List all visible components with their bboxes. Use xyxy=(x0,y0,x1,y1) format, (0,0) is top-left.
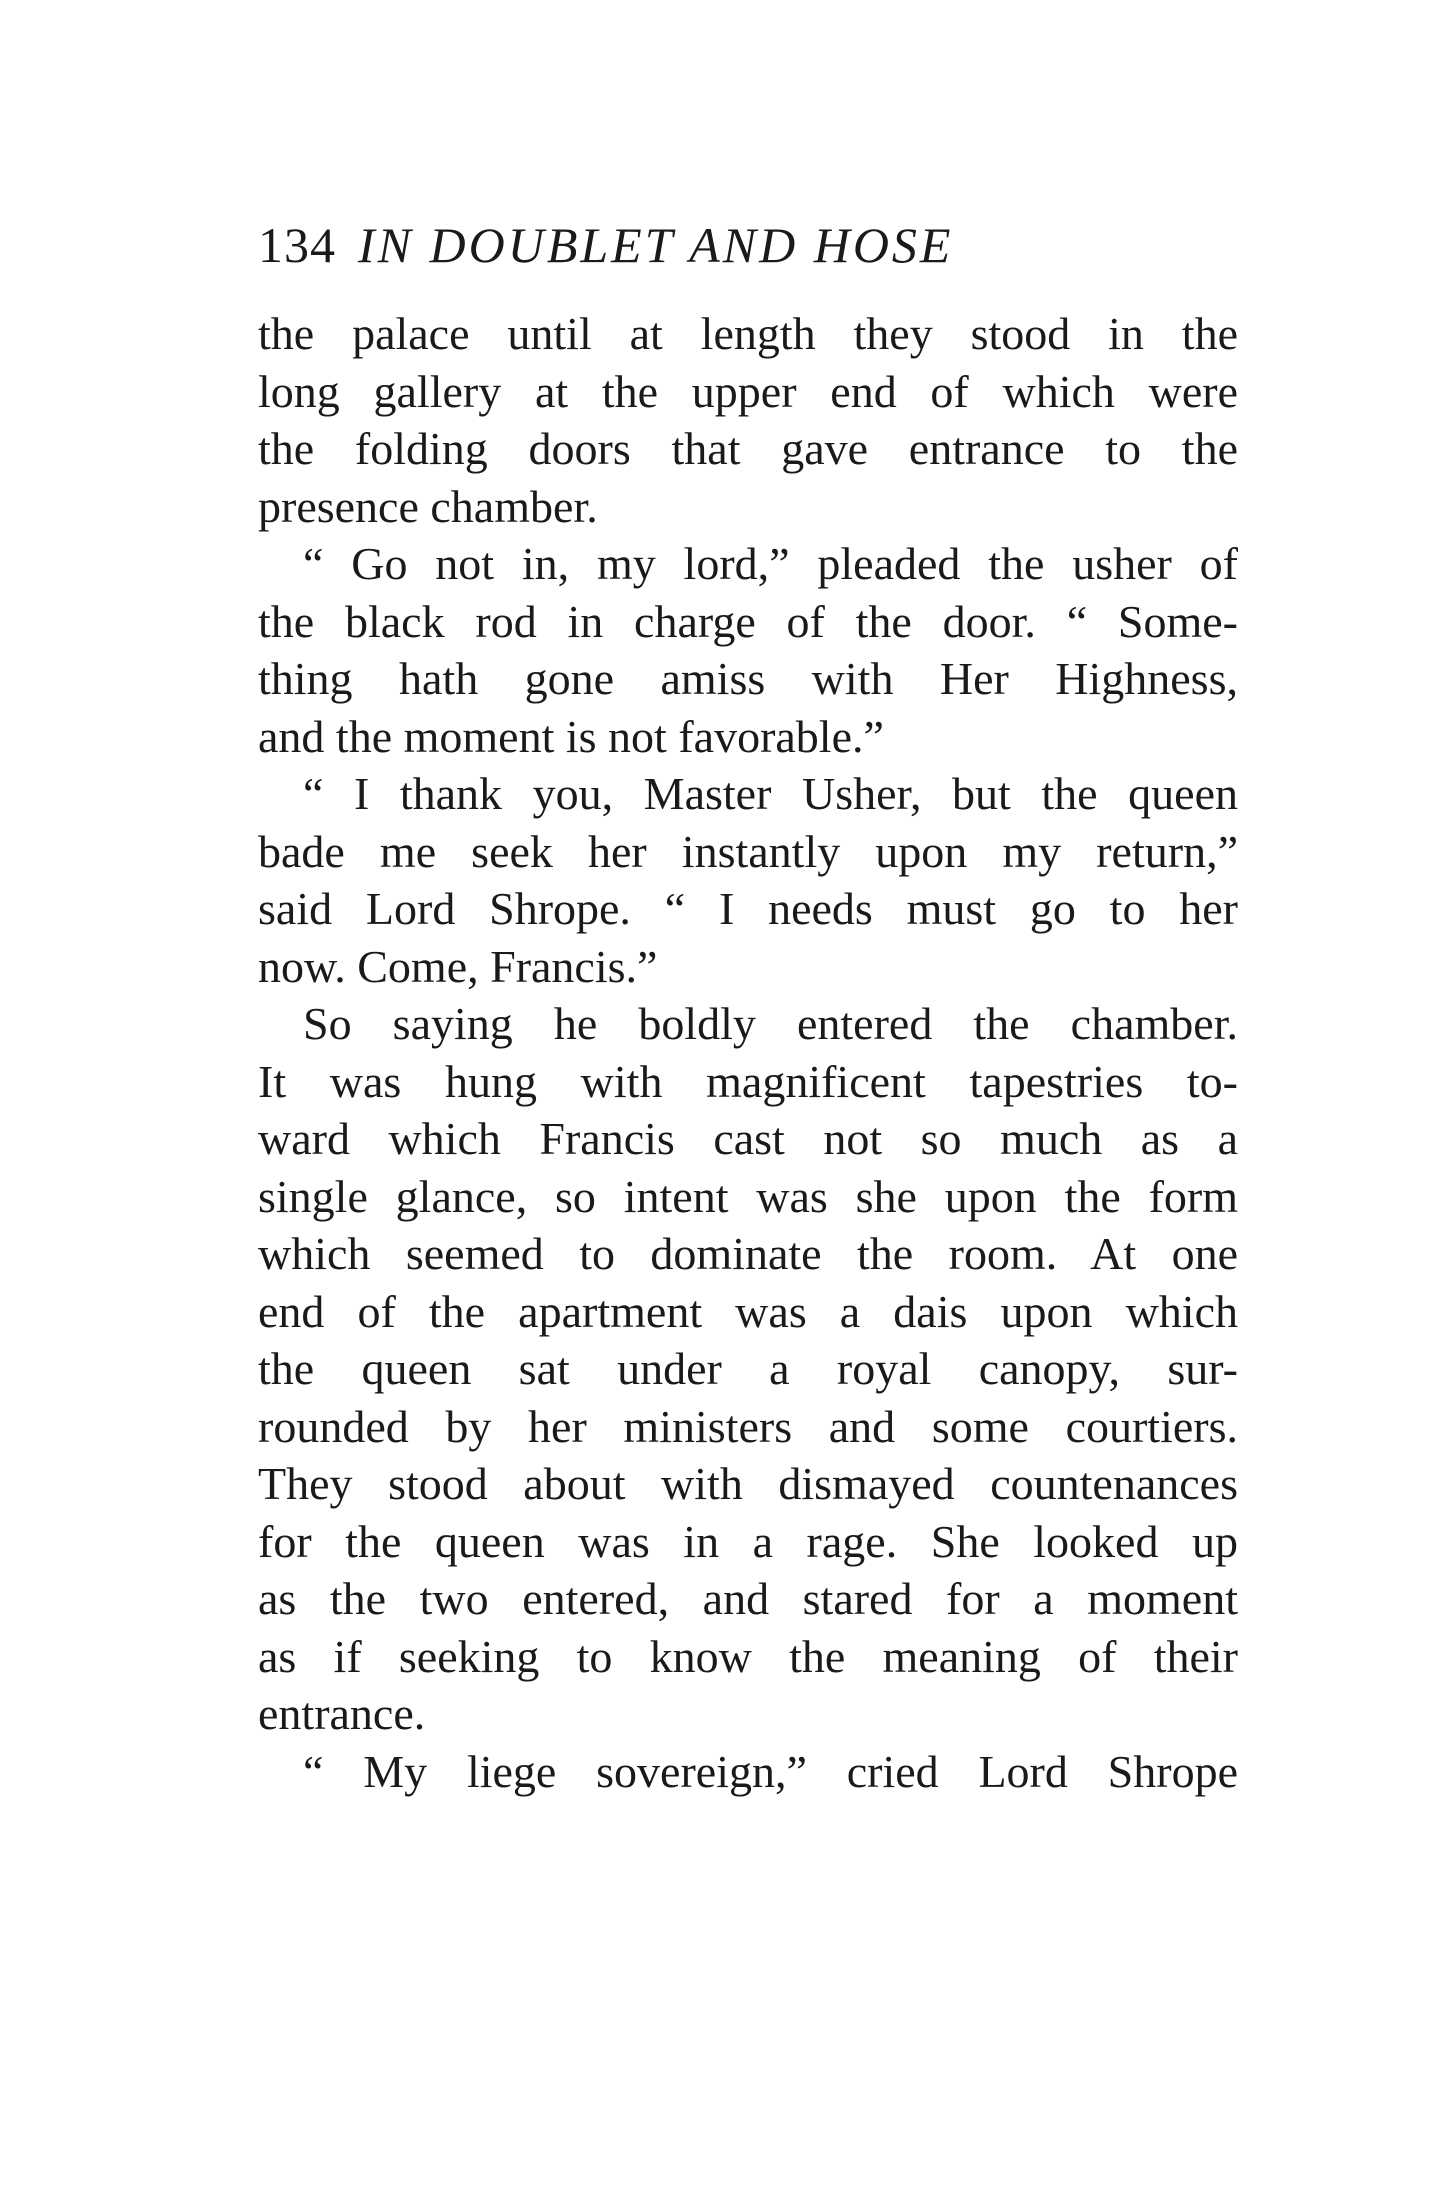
text-line: They stood about with dismayed countenances xyxy=(258,1458,1238,1509)
text-line: presence chamber. xyxy=(258,480,598,532)
text-line: and the moment is not favorable.” xyxy=(258,710,884,762)
text-line: which seemed to dominate the room. At one xyxy=(258,1228,1238,1279)
text-line: single glance, so intent was she upon the form xyxy=(258,1170,1238,1222)
text-line: now. Come, Francis.” xyxy=(258,940,658,992)
body-text xyxy=(258,305,1238,1800)
text-line: bade me seek her instantly upon my return,” xyxy=(258,825,1238,877)
text-line: “ My liege sovereign,” cried Lord Shrope xyxy=(303,1745,1238,1797)
text-line: end of the apartment was a dais upon which xyxy=(258,1285,1238,1337)
text-line: said Lord Shrope. “ I needs must go to her xyxy=(258,883,1238,934)
text-line: the queen sat under a royal canopy, sur- xyxy=(258,1343,1238,1394)
page-number: 134 xyxy=(258,217,336,273)
running-head: IN DOUBLET AND HOSE xyxy=(358,217,954,273)
text-line: ward which Francis cast not so much as a xyxy=(258,1113,1238,1164)
text-line: thing hath gone amiss with Her Highness, xyxy=(258,653,1238,704)
text-line: for the queen was in a rage. She looked up xyxy=(258,1515,1238,1567)
text-line: the black rod in charge of the door. “ Some- xyxy=(258,595,1238,647)
text-line: rounded by her ministers and some courtiers. xyxy=(258,1400,1238,1452)
text-line: It was hung with magnificent tapestries to- xyxy=(258,1055,1238,1107)
text-line: entrance. xyxy=(258,1688,426,1739)
text-line: “ Go not in, my lord,” pleaded the usher of xyxy=(303,538,1238,589)
text-line: the palace until at length they stood in the xyxy=(258,308,1238,359)
text-line: as the two entered, and stared for a moment xyxy=(258,1573,1238,1624)
page-header xyxy=(258,210,1248,280)
text-line: long gallery at the upper end of which were xyxy=(258,365,1238,417)
text-line: “ I thank you, Master Usher, but the queen xyxy=(303,768,1238,819)
text-line: the folding doors that gave entrance to the xyxy=(258,423,1238,474)
text-line: as if seeking to know the meaning of their xyxy=(258,1630,1238,1682)
text-line: So saying he boldly entered the chamber. xyxy=(303,998,1238,1049)
